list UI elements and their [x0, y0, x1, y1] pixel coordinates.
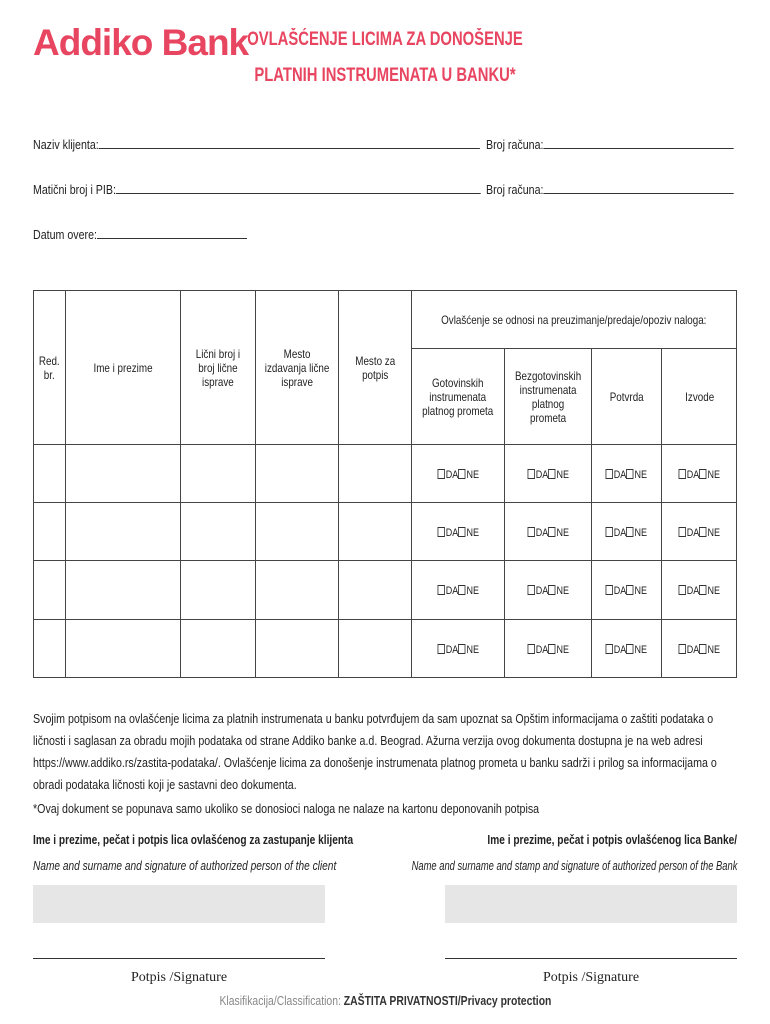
- account-label-1: Broj računa:: [486, 137, 544, 152]
- bank-sign-title: Ime i prezime, pečat i potpis ovlašćenog lica Banke/: [487, 832, 737, 847]
- yes-no-cell: [412, 561, 504, 620]
- bank-signature-label: Potpis /Signature: [542, 970, 640, 985]
- header-sign-place: Mesto za potpis: [339, 291, 412, 445]
- no-checkbox[interactable]: [548, 644, 555, 654]
- id-pib-line[interactable]: [116, 181, 481, 194]
- yes-checkbox[interactable]: [606, 585, 613, 595]
- no-checkbox[interactable]: [699, 585, 706, 595]
- table-cell-empty[interactable]: [181, 620, 256, 678]
- classification: [0, 993, 770, 1008]
- table-cell-empty[interactable]: [255, 561, 338, 620]
- no-label: NE: [707, 643, 720, 656]
- table-cell-empty[interactable]: [181, 561, 256, 620]
- account-field-2[interactable]: [486, 181, 734, 197]
- header-name: Ime i prezime: [65, 291, 181, 445]
- client-signature-label: Potpis /Signature: [130, 970, 228, 985]
- yes-no-cell: [504, 620, 591, 678]
- yes-checkbox[interactable]: [527, 469, 534, 479]
- yes-label: DA: [535, 643, 548, 656]
- no-label: NE: [634, 526, 648, 539]
- yes-no-cell: [662, 503, 737, 561]
- table-cell-empty[interactable]: [34, 503, 66, 561]
- no-checkbox[interactable]: [548, 527, 555, 537]
- no-checkbox[interactable]: [699, 644, 706, 654]
- no-checkbox[interactable]: [699, 469, 706, 479]
- header-statements: Izvode: [662, 349, 737, 445]
- no-label: NE: [466, 643, 479, 656]
- yes-no-cell: [412, 503, 504, 561]
- yes-label: DA: [535, 585, 548, 597]
- yes-checkbox[interactable]: [678, 644, 685, 654]
- header-num: Red. br.: [34, 291, 66, 445]
- yes-no-cell: [504, 445, 591, 503]
- table-cell-empty[interactable]: [34, 620, 66, 678]
- table-row: [34, 620, 737, 678]
- no-checkbox[interactable]: [627, 469, 634, 479]
- yes-label: DA: [614, 643, 627, 656]
- date-label: Datum overe:: [33, 227, 97, 242]
- yes-checkbox[interactable]: [606, 527, 613, 537]
- table-cell-empty[interactable]: [255, 445, 338, 503]
- table-cell-empty[interactable]: [65, 561, 181, 620]
- no-label: NE: [634, 643, 648, 656]
- no-label: NE: [556, 643, 569, 656]
- yes-no-cell: [662, 445, 737, 503]
- no-checkbox[interactable]: [458, 585, 465, 595]
- yes-checkbox[interactable]: [527, 585, 534, 595]
- table-row: [34, 445, 737, 503]
- table-cell-empty[interactable]: [339, 620, 412, 678]
- table-cell-empty[interactable]: [65, 620, 181, 678]
- date-field[interactable]: [33, 226, 247, 242]
- yes-checkbox[interactable]: [678, 527, 685, 537]
- no-label: NE: [707, 526, 720, 539]
- no-checkbox[interactable]: [699, 527, 706, 537]
- yes-checkbox[interactable]: [437, 527, 444, 537]
- client-sign-title: Ime i prezime, pečat i potpis lica ovlašćenog za zastupanje klijenta: [33, 832, 354, 847]
- yes-no-cell: [504, 503, 591, 561]
- yes-checkbox[interactable]: [606, 644, 613, 654]
- header-scope: Ovlašćenje se odnosi na preuzimanje/predaje/opoziv naloga:: [412, 291, 737, 349]
- title-line-2: PLATNIH INSTRUMENATA U BANKU*: [254, 65, 516, 86]
- yes-label: DA: [614, 526, 627, 539]
- yes-no-cell: [662, 561, 737, 620]
- table-cell-empty[interactable]: [339, 445, 412, 503]
- yes-checkbox[interactable]: [437, 644, 444, 654]
- no-label: NE: [707, 585, 720, 597]
- title-line-1: OVLAŠĆENJE LICIMA ZA DONOŠENJE: [247, 29, 523, 50]
- no-checkbox[interactable]: [627, 585, 634, 595]
- table-cell-empty[interactable]: [255, 620, 338, 678]
- account-label-2: Broj računa:: [486, 182, 544, 197]
- client-name-box[interactable]: [33, 885, 325, 923]
- yes-checkbox[interactable]: [678, 585, 685, 595]
- yes-no-cell: [592, 503, 662, 561]
- authorization-table: [33, 290, 737, 678]
- client-signature-line[interactable]: [33, 958, 325, 959]
- no-label: NE: [634, 468, 648, 481]
- no-label: NE: [466, 526, 479, 539]
- table-cell-empty[interactable]: [339, 503, 412, 561]
- yes-label: DA: [614, 585, 627, 597]
- yes-label: DA: [686, 526, 700, 539]
- document-title: [233, 22, 537, 94]
- no-checkbox[interactable]: [627, 527, 634, 537]
- yes-label: DA: [445, 526, 459, 539]
- no-checkbox[interactable]: [458, 644, 465, 654]
- yes-no-cell: [592, 561, 662, 620]
- yes-label: DA: [535, 526, 548, 539]
- yes-label: DA: [686, 468, 700, 481]
- table-row: [34, 503, 737, 561]
- consent-text: Svojim potpisom na ovlašćenje licima za platnih instrumenata u banku potvrđujem da sam upoznat sa Opštim informacijama o zaštiti podataka o ličnosti i saglasan za obradu mojih podataka od strane Addiko banke a.d. Beograd. Ažurna verzija ovog dokumenta dostupna je na web adresi https://www.addiko.rs/zastita-podataka/. Ovlašćenje licima za donošenje instrumenata platnog prometa u banku sadrži i prilog sa informacijama o obradi podataka ličnosti koji je sastavni deo dokumenta.: [33, 711, 717, 792]
- id-pib-field[interactable]: [33, 181, 481, 197]
- no-label: NE: [556, 468, 569, 481]
- bank-signature-line[interactable]: [445, 958, 737, 959]
- no-checkbox[interactable]: [458, 527, 465, 537]
- client-name-field[interactable]: [33, 136, 480, 152]
- no-checkbox[interactable]: [458, 469, 465, 479]
- client-name-label: Naziv klijenta:: [33, 137, 99, 152]
- no-label: NE: [634, 585, 648, 597]
- account-line-1[interactable]: [543, 136, 733, 149]
- table-cell-empty[interactable]: [255, 503, 338, 561]
- yes-label: DA: [686, 643, 700, 656]
- footnote: *Ovaj dokument se popunava samo ukoliko se donosioci naloga ne nalaze na kartonu deponovanih potpisa: [33, 801, 540, 816]
- yes-no-cell: [662, 620, 737, 678]
- no-label: NE: [466, 585, 479, 597]
- no-label: NE: [707, 468, 720, 481]
- yes-label: DA: [445, 643, 459, 656]
- yes-no-cell: [592, 620, 662, 678]
- yes-checkbox[interactable]: [606, 469, 613, 479]
- table-cell-empty[interactable]: [34, 561, 66, 620]
- account-line-2[interactable]: [543, 181, 733, 194]
- yes-label: DA: [535, 468, 548, 481]
- header-id-doc: Lični broj i broj lične isprave: [181, 291, 256, 445]
- no-label: NE: [466, 468, 479, 481]
- client-sign-subtitle: Name and surname and signature of authorized person of the client: [33, 858, 337, 873]
- date-line[interactable]: [97, 226, 247, 239]
- classification-value: ZAŠTITA PRIVATNOSTI/Privacy protection: [343, 993, 551, 1008]
- account-field-1[interactable]: [486, 136, 734, 152]
- bank-name-box[interactable]: [445, 885, 737, 923]
- yes-label: DA: [445, 468, 459, 481]
- header-cash: Gotovinskih instrumenata platnog prometa: [412, 349, 504, 445]
- yes-no-cell: [504, 561, 591, 620]
- table-row: [34, 561, 737, 620]
- table-cell-empty[interactable]: [65, 445, 181, 503]
- yes-no-cell: [592, 445, 662, 503]
- table-cell-empty[interactable]: [181, 503, 256, 561]
- yes-checkbox[interactable]: [527, 644, 534, 654]
- no-label: NE: [556, 526, 569, 539]
- no-checkbox[interactable]: [548, 585, 555, 595]
- yes-checkbox[interactable]: [437, 585, 444, 595]
- classification-prefix: Klasifikacija/Classification:: [219, 993, 344, 1008]
- table-cell-empty[interactable]: [181, 445, 256, 503]
- bank-sign-subtitle: Name and surname and stamp and signature of authorized person of the Bank: [411, 858, 737, 873]
- yes-label: DA: [686, 585, 700, 597]
- id-pib-label: Matični broj i PIB:: [33, 182, 116, 197]
- no-label: NE: [556, 585, 569, 597]
- header-noncash: Bezgotovinskih instrumenata platnog prometa: [504, 349, 591, 445]
- table-cell-empty[interactable]: [339, 561, 412, 620]
- yes-label: DA: [614, 468, 627, 481]
- table-cell-empty[interactable]: [34, 445, 66, 503]
- addiko-logo: Addiko Bank: [33, 22, 249, 63]
- no-checkbox[interactable]: [548, 469, 555, 479]
- yes-checkbox[interactable]: [437, 469, 444, 479]
- yes-no-cell: [412, 620, 504, 678]
- header-confirm: Potvrda: [592, 349, 662, 445]
- yes-label: DA: [445, 585, 459, 597]
- yes-no-cell: [412, 445, 504, 503]
- table-cell-empty[interactable]: [65, 503, 181, 561]
- yes-checkbox[interactable]: [678, 469, 685, 479]
- header-issue-place: Mesto izdavanja lične isprave: [255, 291, 338, 445]
- no-checkbox[interactable]: [627, 644, 634, 654]
- yes-checkbox[interactable]: [527, 527, 534, 537]
- client-name-line[interactable]: [99, 136, 480, 149]
